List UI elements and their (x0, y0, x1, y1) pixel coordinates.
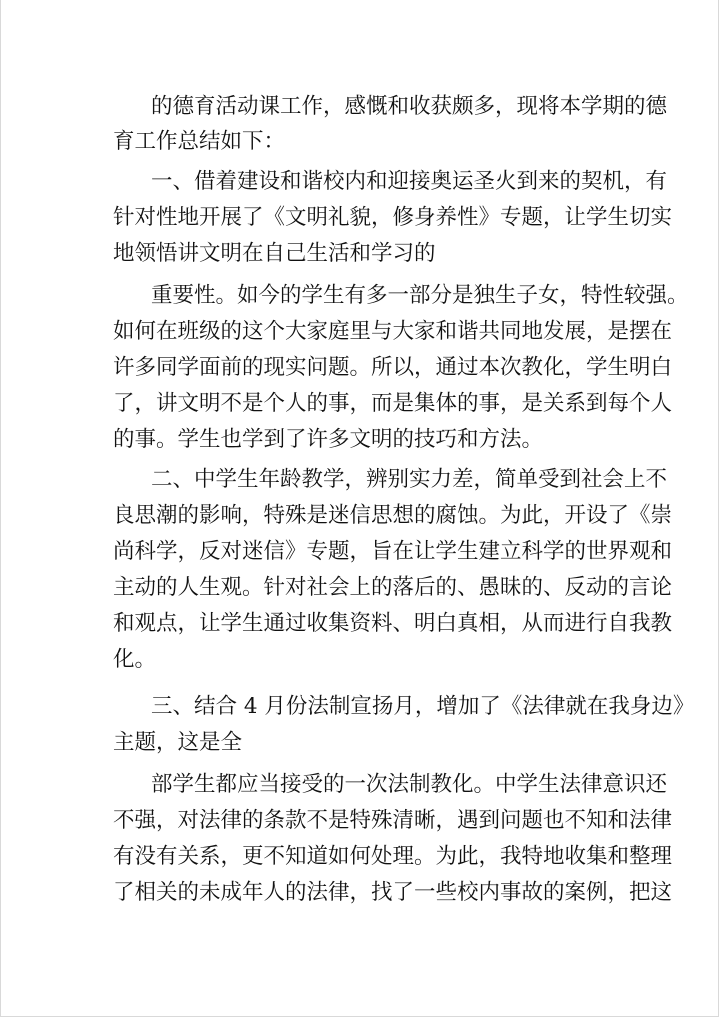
text-line: 主动的人生观。针对社会上的落后的、愚昧的、反动的言论 (113, 575, 673, 600)
text-line: 和观点，让学生通过收集资料、明白真相，从而进行自我教 (113, 611, 673, 636)
text-line: 化。 (113, 647, 157, 672)
text-line: 部学生都应当接受的一次法制教化。中学生法律意识还 (151, 772, 668, 797)
text-line: 三、结合 4 月份法制宣扬月，增加了《法律就在我身边》 (151, 694, 695, 719)
text-line: 不强，对法律的条款不是特殊清晰，遇到问题也不知和法律 (113, 808, 673, 833)
text-line: 的事。学生也学到了许多文明的技巧和方法。 (113, 427, 544, 452)
text-line: 尚科学，反对迷信》专题，旨在让学生建立科学的世界观和 (113, 539, 673, 564)
text-line: 针对性地开展了《文明礼貌，修身养性》专题，让学生切实 (113, 205, 673, 230)
text-line: 了，讲文明不是个人的事，而是集体的事，是关系到每个人 (113, 391, 673, 416)
text-line: 重要性。如今的学生有多一部分是独生子女，特性较强。 (151, 283, 689, 308)
text-line: 有没有关系，更不知道如何处理。为此，我特地收集和整理 (113, 844, 673, 869)
text-line: 主题，这是全 (113, 730, 243, 755)
text-line: 了相关的未成年人的法律，找了一些校内事故的案例，把这 (113, 880, 673, 905)
text-line: 育工作总结如下： (113, 129, 286, 154)
text-line: 如何在班级的这个大家庭里与大家和谐共同地发展，是摆在 (113, 319, 673, 344)
text-line: 的德育活动课工作，感慨和收获颇多，现将本学期的德 (151, 94, 668, 119)
text-line: 二、中学生年龄教学，辨别实力差，简单受到社会上不 (151, 467, 668, 492)
text-line: 一、借着建设和谐校内和迎接奥运圣火到来的契机，有 (151, 169, 668, 194)
text-line: 地领悟讲文明在自己生活和学习的 (113, 241, 436, 266)
text-line: 许多同学面前的现实问题。所以，通过本次教化，学生明白 (113, 355, 673, 380)
text-line: 良思潮的影响，特殊是迷信思想的腐蚀。为此，开设了《崇 (113, 503, 673, 528)
